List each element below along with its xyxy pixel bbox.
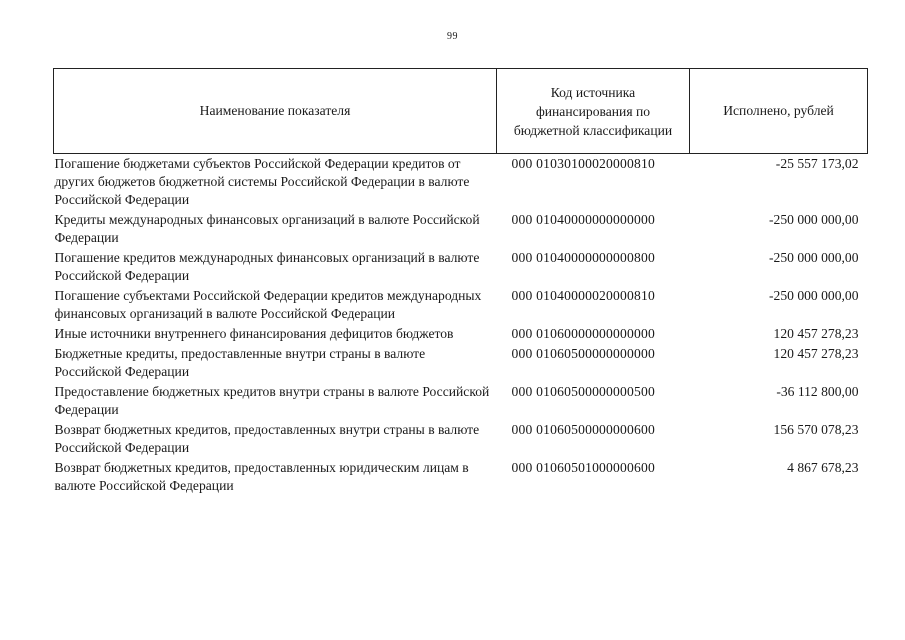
row-indicator-name: Погашение бюджетами субъектов Российской Федерации кредитов от других бюджетов бюджетной системы Российской Федерации в валюте Российской Федерации <box>54 156 470 207</box>
header-executed-rubles: Исполнено, рублей <box>690 69 868 154</box>
table-row <box>54 345 868 383</box>
table-row <box>54 154 868 212</box>
row-executed-value: -250 000 000,00 <box>769 250 859 265</box>
table-row <box>54 383 868 421</box>
row-source-code: 000 01060501000000600 <box>511 460 656 475</box>
row-executed-value: 120 457 278,23 <box>773 326 859 341</box>
table-row <box>54 249 868 287</box>
row-executed-value: -25 557 173,02 <box>775 156 859 171</box>
row-source-code: 000 01060500000000000 <box>511 346 656 361</box>
row-source-code: 000 01040000020000810 <box>511 288 656 303</box>
row-indicator-name: Возврат бюджетных кредитов, предоставленных юридическим лицам в валюте Российской Федерации <box>54 460 469 493</box>
row-indicator-name: Кредиты международных финансовых организаций в валюте Российской Федерации <box>54 212 480 245</box>
budget-sources-table <box>53 68 868 497</box>
row-executed-value: -250 000 000,00 <box>769 212 859 227</box>
row-source-code: 000 01060500000000500 <box>511 384 656 399</box>
row-indicator-name: Иные источники внутреннего финансирования дефицитов бюджетов <box>54 326 454 341</box>
row-indicator-name: Погашение кредитов международных финансовых организаций в валюте Российской Федерации <box>54 250 480 283</box>
table-row <box>54 459 868 497</box>
table-row <box>54 287 868 325</box>
row-indicator-name: Погашение субъектами Российской Федерации кредитов международных финансовых организаций в валюте Российской Федерации <box>54 288 482 321</box>
header-indicator-name: Наименование показателя <box>54 69 497 154</box>
table-row <box>54 421 868 459</box>
row-source-code: 000 01060500000000600 <box>511 422 656 437</box>
header-row <box>54 69 868 154</box>
row-source-code: 000 01040000000000000 <box>511 212 656 227</box>
row-indicator-name: Бюджетные кредиты, предоставленные внутри страны в валюте Российской Федерации <box>54 346 426 379</box>
row-executed-value: 4 867 678,23 <box>787 460 859 475</box>
table-row <box>54 325 868 345</box>
row-indicator-name: Возврат бюджетных кредитов, предоставленных внутри страны в валюте Российской Федерации <box>54 422 480 455</box>
header-source-code: Код источника финансирования по бюджетной классификации <box>497 69 690 154</box>
row-source-code: 000 01030100020000810 <box>511 156 656 171</box>
page-number: 99 <box>447 31 458 42</box>
table-row <box>54 211 868 249</box>
row-executed-value: 156 570 078,23 <box>773 422 859 437</box>
table-header <box>54 69 868 154</box>
row-source-code: 000 01040000000000800 <box>511 250 656 265</box>
row-source-code: 000 01060000000000000 <box>511 326 656 341</box>
row-executed-value: -36 112 800,00 <box>776 384 859 399</box>
table-body <box>54 154 868 498</box>
row-indicator-name: Предоставление бюджетных кредитов внутри страны в валюте Российской Федерации <box>54 384 490 417</box>
row-executed-value: -250 000 000,00 <box>769 288 859 303</box>
row-executed-value: 120 457 278,23 <box>773 346 859 361</box>
